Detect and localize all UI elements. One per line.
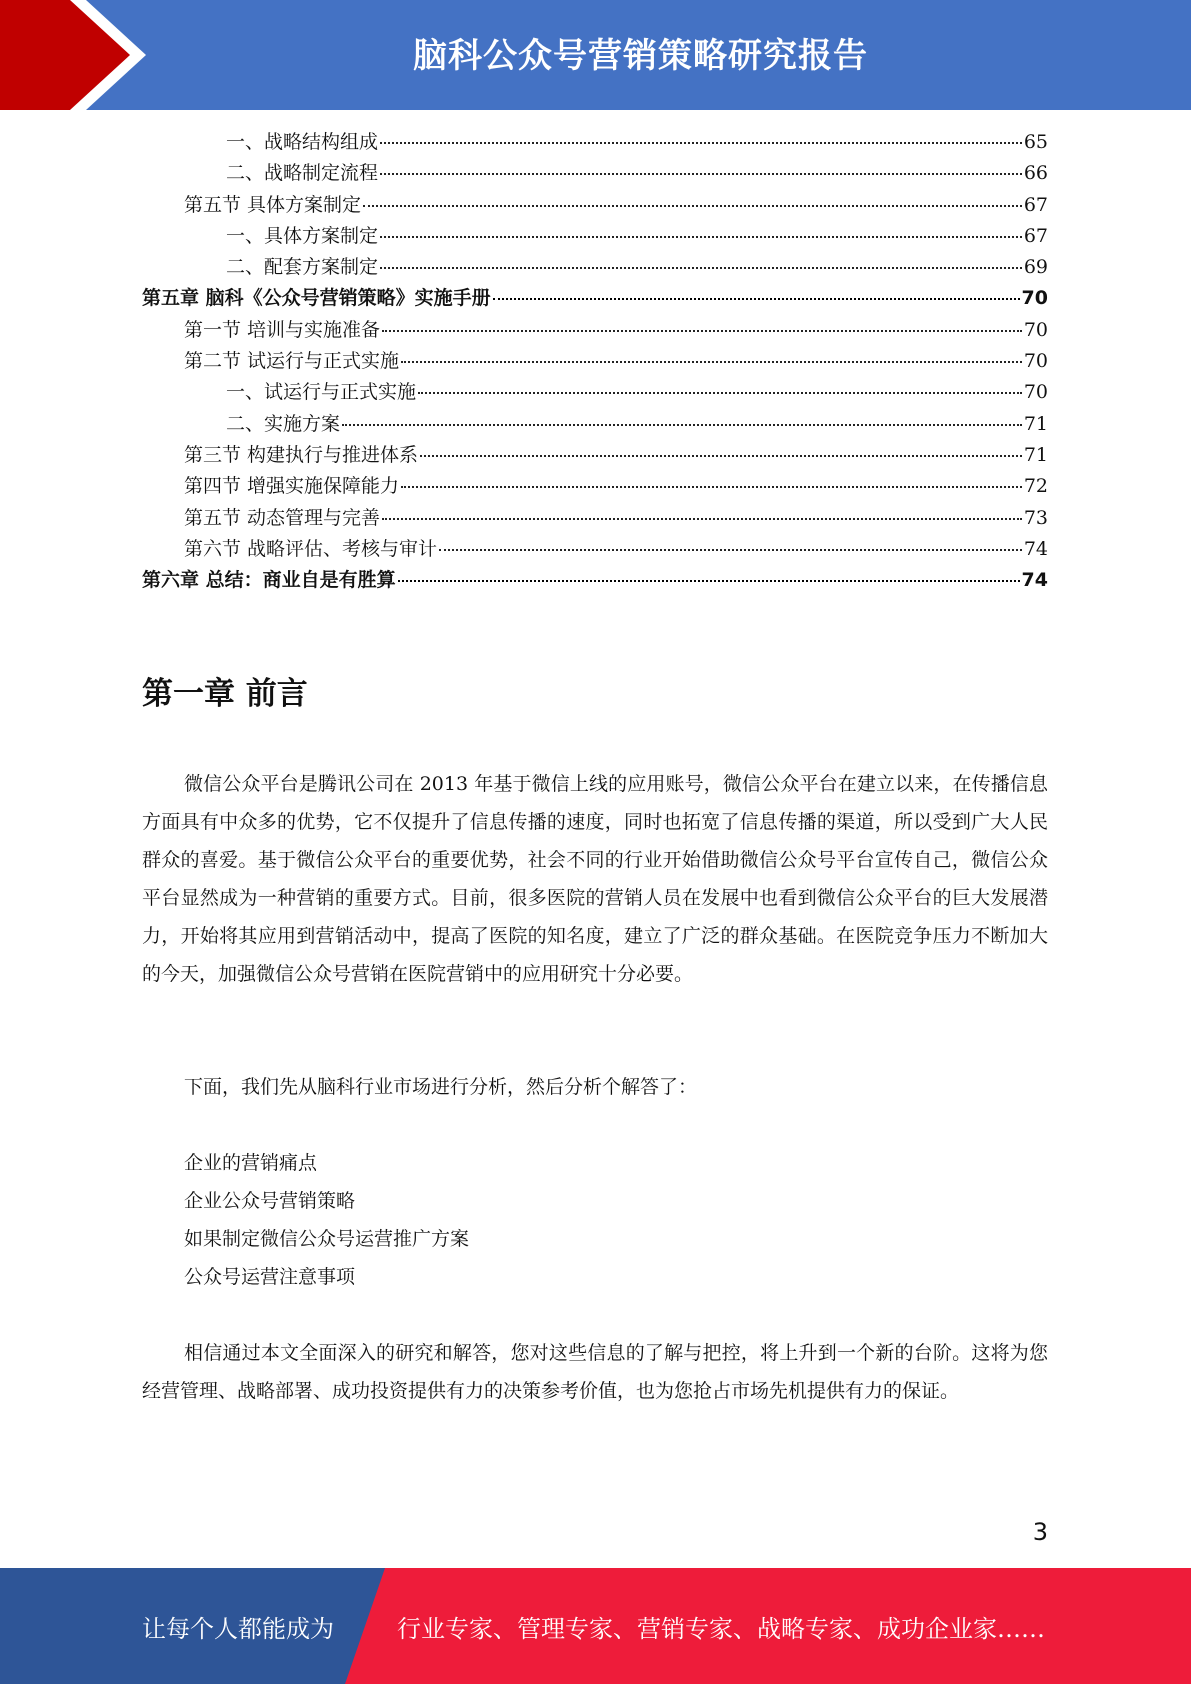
toc-entry-title: 二、配套方案制定 bbox=[226, 256, 379, 279]
toc-entry-page: 67 bbox=[1023, 193, 1048, 216]
toc-entry-page: 69 bbox=[1023, 256, 1048, 279]
toc-entry[interactable] bbox=[142, 440, 1048, 471]
toc-entry-title: 第一节 培训与实施准备 bbox=[184, 318, 381, 341]
footer-slogan-left: 让每个人都能成为 bbox=[142, 1614, 334, 1643]
toc-entry-title: 第三节 构建执行与推进体系 bbox=[184, 443, 419, 466]
list-item: 公众号运营注意事项 bbox=[184, 1266, 356, 1288]
toc-entry[interactable] bbox=[142, 252, 1048, 283]
table-of-contents bbox=[142, 127, 1048, 596]
toc-dot-leader bbox=[380, 172, 1022, 175]
toc-entry-title: 第六节 战略评估、考核与审计 bbox=[184, 537, 438, 560]
toc-dot-leader bbox=[380, 266, 1022, 269]
toc-entry[interactable] bbox=[142, 127, 1048, 158]
toc-entry-page: 72 bbox=[1023, 475, 1048, 498]
toc-dot-leader bbox=[382, 329, 1022, 332]
toc-entry[interactable] bbox=[142, 409, 1048, 440]
toc-entry[interactable] bbox=[142, 503, 1048, 534]
toc-entry-title: 第五章 脑科《公众号营销策略》实施手册 bbox=[142, 287, 491, 310]
toc-entry[interactable] bbox=[142, 283, 1048, 314]
toc-entry-title: 二、实施方案 bbox=[226, 412, 341, 435]
toc-entry-page: 73 bbox=[1023, 506, 1048, 529]
toc-dot-leader bbox=[439, 548, 1022, 551]
toc-entry-page: 74 bbox=[1023, 537, 1048, 560]
footer-bar bbox=[0, 1568, 1191, 1684]
intro-paragraph: 微信公众平台是腾讯公司在 2013 年基于微信上线的应用账号，微信公众平台在建立以来，在传播信息方面具有中众多的优势，它不仅提升了信息传播的速度，同时也拓宽了信息传播的渠道，所以受到广大人民群众的喜爱。基于微信公众平台的重要优势，社会不同的行业开始借助微信公众号平台宣传自己，微信公众平台显然成为一种营销的重要方式。目前，很多医院的营销人员在发展中也看到微信公众平台的巨大发展潜力，开始将其应用到营销活动中，提高了医院的知名度，建立了广泛的群众基础。在医院竞争压力不断加大的今天，加强微信公众号营销在医院营销中的应用研究十分必要。 bbox=[142, 773, 1048, 985]
conclusion-paragraph: 相信通过本文全面深入的研究和解答，您对这些信息的了解与把控，将上升到一个新的台阶。这将为您经营管理、战略部署、成功投资提供有力的决策参考价值，也为您抢占市场先机提供有力的保证。 bbox=[142, 1342, 1048, 1402]
analysis-intro-paragraph: 下面，我们先从脑科行业市场进行分析，然后分析个解答了： bbox=[184, 1076, 698, 1098]
toc-entry-page: 71 bbox=[1023, 412, 1048, 435]
toc-entry-title: 第五节 动态管理与完善 bbox=[184, 506, 381, 529]
toc-entry-title: 第五节 具体方案制定 bbox=[184, 193, 362, 216]
toc-entry-page: 70 bbox=[1023, 350, 1048, 373]
toc-entry-page: 70 bbox=[1023, 381, 1048, 404]
toc-entry[interactable] bbox=[142, 158, 1048, 189]
list-item: 企业公众号营销策略 bbox=[184, 1190, 356, 1212]
toc-entry-title: 第六章 总结：商业自是有胜算 bbox=[142, 569, 396, 592]
toc-dot-leader bbox=[380, 141, 1022, 144]
toc-entry[interactable] bbox=[142, 534, 1048, 565]
report-title: 脑科公众号营销策略研究报告 bbox=[413, 35, 868, 76]
toc-entry-page: 70 bbox=[1021, 287, 1048, 310]
toc-dot-leader bbox=[363, 204, 1022, 207]
toc-entry-page: 66 bbox=[1023, 162, 1048, 185]
toc-entry[interactable] bbox=[142, 565, 1048, 596]
toc-entry[interactable] bbox=[142, 377, 1048, 408]
toc-entry-title: 二、战略制定流程 bbox=[226, 162, 379, 185]
toc-entry-title: 一、战略结构组成 bbox=[226, 131, 379, 153]
toc-entry-page: 65 bbox=[1023, 131, 1048, 153]
toc-entry-title: 一、具体方案制定 bbox=[226, 224, 379, 247]
topic-list bbox=[184, 1144, 469, 1296]
toc-dot-leader bbox=[382, 517, 1022, 520]
toc-entry-title: 第四节 增强实施保障能力 bbox=[184, 475, 400, 498]
toc-entry[interactable] bbox=[142, 471, 1048, 502]
chapter-heading: 第一章 前言 bbox=[142, 676, 308, 712]
page-number: 3 bbox=[1032, 1518, 1048, 1546]
toc-dot-leader bbox=[418, 391, 1022, 394]
toc-dot-leader bbox=[380, 235, 1022, 238]
header-red-arrow-shape bbox=[0, 0, 150, 110]
list-item: 如果制定微信公众号运营推广方案 bbox=[184, 1228, 470, 1250]
toc-entry-title: 一、试运行与正式实施 bbox=[226, 381, 417, 404]
toc-dot-leader bbox=[420, 454, 1022, 457]
toc-entry[interactable] bbox=[142, 190, 1048, 221]
footer-slogan-right: 行业专家、管理专家、营销专家、战略专家、成功企业家…… bbox=[397, 1614, 1045, 1643]
toc-entry[interactable] bbox=[142, 346, 1048, 377]
toc-dot-leader bbox=[398, 579, 1020, 582]
toc-entry-page: 70 bbox=[1023, 318, 1048, 341]
toc-entry-page: 74 bbox=[1021, 569, 1048, 592]
toc-entry-page: 67 bbox=[1023, 224, 1048, 247]
toc-entry[interactable] bbox=[142, 221, 1048, 252]
toc-dot-leader bbox=[493, 297, 1020, 300]
toc-dot-leader bbox=[401, 360, 1022, 363]
toc-dot-leader bbox=[401, 485, 1022, 488]
toc-entry-page: 71 bbox=[1023, 443, 1048, 466]
list-item: 企业的营销痛点 bbox=[184, 1152, 318, 1174]
header-bar bbox=[0, 0, 1191, 110]
toc-dot-leader bbox=[342, 423, 1022, 426]
toc-entry-title: 第二节 试运行与正式实施 bbox=[184, 350, 400, 373]
toc-entry[interactable] bbox=[142, 315, 1048, 346]
